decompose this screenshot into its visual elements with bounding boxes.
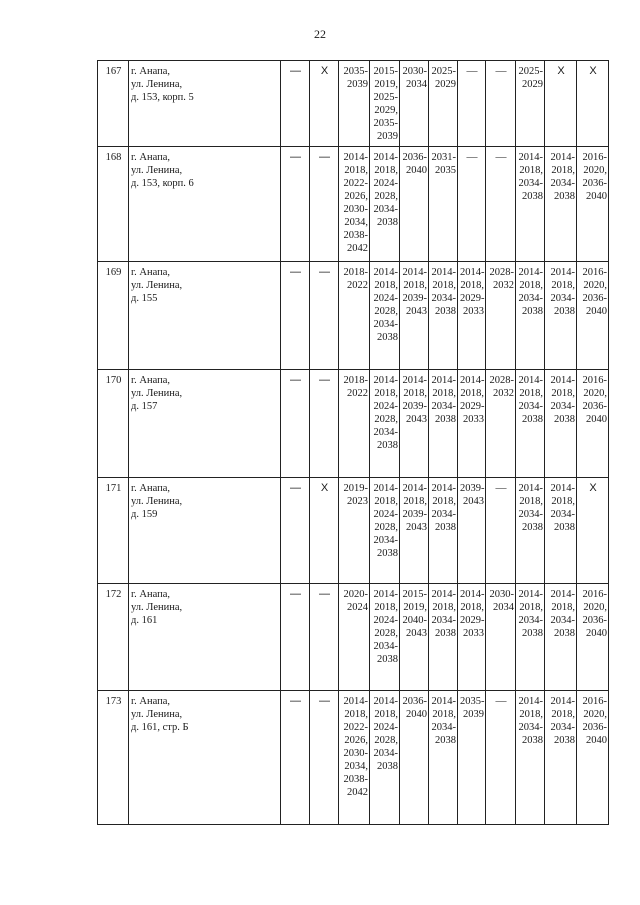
- housing-repair-schedule-table: [97, 60, 609, 825]
- schedule-cell: 2016- 2020, 2036- 2040: [577, 370, 609, 478]
- schedule-cell: 2014- 2018, 2024- 2028, 2034- 2038: [370, 691, 400, 825]
- row-number: 170: [98, 370, 129, 478]
- page-number: 22: [314, 27, 326, 41]
- schedule-cell: 2014- 2018, 2024- 2028, 2034- 2038: [370, 147, 400, 262]
- table-row: [98, 584, 609, 691]
- building-address: г. Анапа, ул. Ленина, д. 157: [129, 370, 281, 478]
- schedule-cell: 2030- 2034: [400, 61, 429, 147]
- schedule-cell: 2014- 2018, 2034- 2038: [545, 478, 577, 584]
- schedule-cell: 2014- 2018, 2034- 2038: [429, 691, 458, 825]
- schedule-cell: Х: [310, 61, 339, 147]
- schedule-cell: 2014- 2018, 2034- 2038: [429, 478, 458, 584]
- schedule-cell: —: [281, 262, 310, 370]
- schedule-cell: 2014- 2018, 2034- 2038: [545, 147, 577, 262]
- row-number: 168: [98, 147, 129, 262]
- schedule-cell: 2018- 2022: [339, 370, 370, 478]
- schedule-cell: 2019- 2023: [339, 478, 370, 584]
- row-number: 169: [98, 262, 129, 370]
- schedule-cell: Х: [545, 61, 577, 147]
- schedule-cell: 2014- 2018, 2034- 2038: [516, 262, 545, 370]
- row-number: 171: [98, 478, 129, 584]
- building-address: г. Анапа, ул. Ленина, д. 155: [129, 262, 281, 370]
- schedule-cell: 2014- 2018, 2022- 2026, 2030- 2034, 2038- 2042: [339, 147, 370, 262]
- schedule-cell: —: [310, 262, 339, 370]
- schedule-cell: Х: [577, 61, 609, 147]
- schedule-cell: 2025- 2029: [429, 61, 458, 147]
- table-row: [98, 478, 609, 584]
- schedule-cell: 2016- 2020, 2036- 2040: [577, 691, 609, 825]
- schedule-cell: Х: [577, 478, 609, 584]
- building-address: г. Анапа, ул. Ленина, д. 159: [129, 478, 281, 584]
- schedule-cell: 2014- 2018, 2022- 2026, 2030- 2034, 2038- 2042: [339, 691, 370, 825]
- schedule-cell: 2028- 2032: [486, 262, 516, 370]
- schedule-cell: 2014- 2018, 2034- 2038: [516, 691, 545, 825]
- schedule-cell: 2014- 2018, 2039- 2043: [400, 262, 429, 370]
- row-number: 172: [98, 584, 129, 691]
- building-address: г. Анапа, ул. Ленина, д. 161, стр. Б: [129, 691, 281, 825]
- schedule-cell: 2025- 2029: [516, 61, 545, 147]
- schedule-cell: 2028- 2032: [486, 370, 516, 478]
- table-row: [98, 61, 609, 147]
- schedule-cell: 2035- 2039: [339, 61, 370, 147]
- schedule-cell: 2030- 2034: [486, 584, 516, 691]
- schedule-cell: 2014- 2018, 2034- 2038: [429, 584, 458, 691]
- schedule-cell: 2014- 2018, 2029- 2033: [458, 370, 486, 478]
- building-address: г. Анапа, ул. Ленина, д. 153, корп. 5: [129, 61, 281, 147]
- schedule-cell: 2016- 2020, 2036- 2040: [577, 584, 609, 691]
- schedule-cell: 2018- 2022: [339, 262, 370, 370]
- schedule-cell: 2014- 2018, 2034- 2038: [545, 370, 577, 478]
- schedule-cell: —: [486, 478, 516, 584]
- schedule-cell: —: [486, 61, 516, 147]
- building-address: г. Анапа, ул. Ленина, д. 161: [129, 584, 281, 691]
- row-number: 173: [98, 691, 129, 825]
- schedule-cell: —: [281, 691, 310, 825]
- schedule-cell: 2014- 2018, 2034- 2038: [516, 147, 545, 262]
- schedule-cell: —: [310, 691, 339, 825]
- schedule-cell: 2031- 2035: [429, 147, 458, 262]
- schedule-cell: 2014- 2018, 2024- 2028, 2034- 2038: [370, 584, 400, 691]
- schedule-cell: —: [486, 147, 516, 262]
- schedule-cell: —: [281, 370, 310, 478]
- schedule-cell: —: [310, 370, 339, 478]
- schedule-cell: 2014- 2018, 2039- 2043: [400, 370, 429, 478]
- schedule-cell: —: [458, 147, 486, 262]
- table-row: [98, 262, 609, 370]
- schedule-cell: 2020- 2024: [339, 584, 370, 691]
- schedule-cell: 2036- 2040: [400, 147, 429, 262]
- schedule-cell: 2015- 2019, 2025- 2029, 2035- 2039: [370, 61, 400, 147]
- schedule-cell: 2014- 2018, 2034- 2038: [429, 262, 458, 370]
- schedule-cell: 2016- 2020, 2036- 2040: [577, 147, 609, 262]
- schedule-cell: 2014- 2018, 2024- 2028, 2034- 2038: [370, 478, 400, 584]
- schedule-cell: 2014- 2018, 2034- 2038: [516, 584, 545, 691]
- schedule-cell: —: [486, 691, 516, 825]
- schedule-cell: —: [310, 584, 339, 691]
- schedule-cell: 2035- 2039: [458, 691, 486, 825]
- schedule-cell: —: [281, 61, 310, 147]
- schedule-cell: Х: [310, 478, 339, 584]
- schedule-cell: 2036- 2040: [400, 691, 429, 825]
- table-row: [98, 147, 609, 262]
- schedule-cell: 2014- 2018, 2029- 2033: [458, 584, 486, 691]
- row-number: 167: [98, 61, 129, 147]
- schedule-cell: —: [310, 147, 339, 262]
- table-row: [98, 691, 609, 825]
- schedule-cell: 2014- 2018, 2039- 2043: [400, 478, 429, 584]
- schedule-cell: 2014- 2018, 2034- 2038: [545, 262, 577, 370]
- schedule-cell: —: [281, 478, 310, 584]
- schedule-cell: —: [281, 147, 310, 262]
- schedule-cell: 2016- 2020, 2036- 2040: [577, 262, 609, 370]
- schedule-cell: 2039- 2043: [458, 478, 486, 584]
- building-address: г. Анапа, ул. Ленина, д. 153, корп. 6: [129, 147, 281, 262]
- schedule-cell: —: [281, 584, 310, 691]
- schedule-cell: 2014- 2018, 2034- 2038: [516, 478, 545, 584]
- schedule-cell: 2014- 2018, 2034- 2038: [429, 370, 458, 478]
- schedule-cell: 2015- 2019, 2040- 2043: [400, 584, 429, 691]
- schedule-cell: 2014- 2018, 2024- 2028, 2034- 2038: [370, 370, 400, 478]
- table-row: [98, 370, 609, 478]
- schedule-cell: 2014- 2018, 2034- 2038: [516, 370, 545, 478]
- schedule-cell: —: [458, 61, 486, 147]
- schedule-cell: 2014- 2018, 2024- 2028, 2034- 2038: [370, 262, 400, 370]
- schedule-cell: 2014- 2018, 2029- 2033: [458, 262, 486, 370]
- schedule-cell: 2014- 2018, 2034- 2038: [545, 691, 577, 825]
- schedule-cell: 2014- 2018, 2034- 2038: [545, 584, 577, 691]
